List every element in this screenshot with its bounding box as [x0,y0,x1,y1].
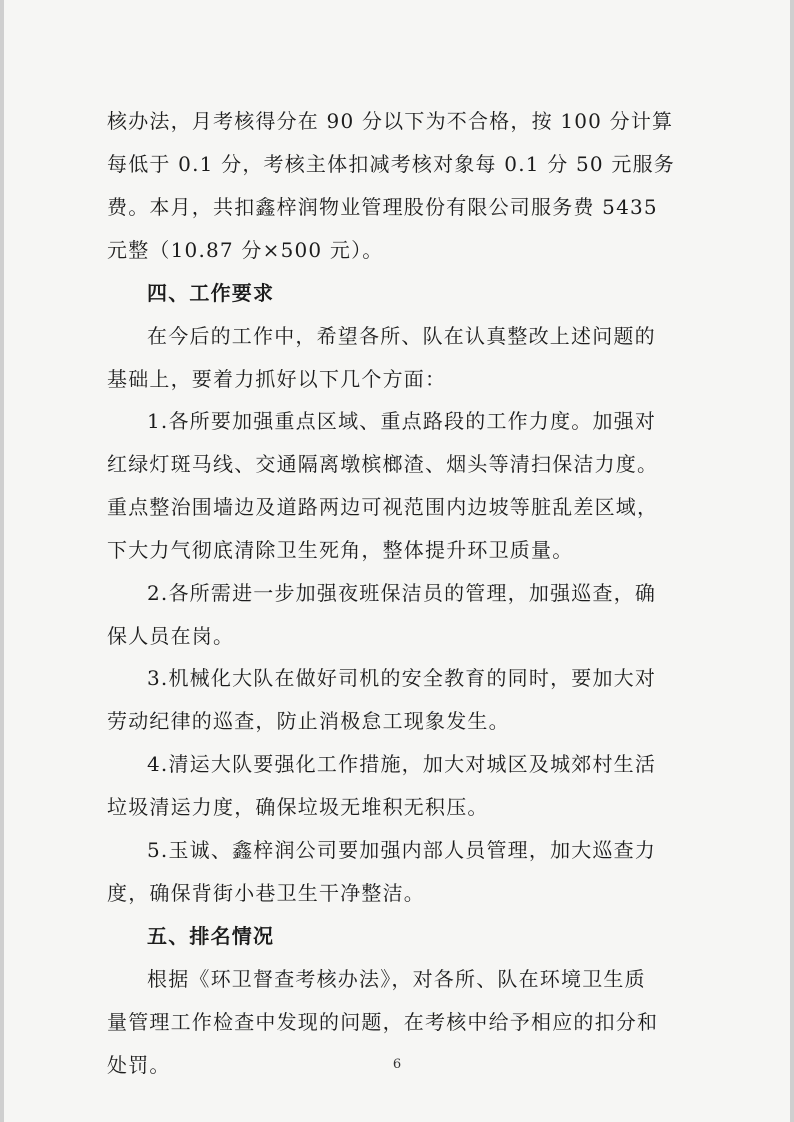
scan-edge-left [0,0,4,1122]
paragraph-line: 处罚。 [107,1053,171,1077]
list-item-line: 5.玉诚、鑫梓润公司要加强内部人员管理，加大巡查力 [147,838,657,862]
list-item-line: 4.清运大队要强化工作措施，加大对城区及城郊村生活 [147,752,657,776]
list-item-line: 1.各所要加强重点区域、重点路段的工作力度。加强对 [147,409,657,433]
paragraph-line: 根据《环卫督查考核办法》，对各所、队在环境卫生质 [147,967,646,991]
section-heading-ranking: 五、排名情况 [147,924,275,948]
list-item-line: 3.机械化大队在做好司机的安全教育的同时，要加大对 [147,666,657,690]
list-item-line: 2.各所需进一步加强夜班保洁员的管理，加强巡查，确 [147,581,657,605]
paragraph-line: 在今后的工作中，希望各所、队在认真整改上述问题的 [147,324,656,348]
section-heading-work-requirements: 四、工作要求 [147,281,275,305]
paragraph-line: 量管理工作检查中发现的问题，在考核中给予相应的扣分和 [107,1010,659,1034]
paragraph-line: 每低于 0.1 分，考核主体扣减考核对象每 0.1 分 50 元服务 [107,152,676,176]
scan-edge-right [790,0,794,1122]
list-item-line: 红绿灯斑马线、交通隔离墩槟榔渣、烟头等清扫保洁力度。 [107,452,659,476]
paragraph-line: 费。本月，共扣鑫梓润物业管理股份有限公司服务费 5435 [107,195,658,219]
list-item-line: 保人员在岗。 [107,624,235,648]
paragraph-line: 核办法，月考核得分在 90 分以下为不合格，按 100 分计算 [107,109,674,133]
list-item-line: 垃圾清运力度，确保垃圾无堆积无积压。 [107,795,489,819]
page-number: 6 [392,1057,402,1072]
list-item-line: 重点整治围墙边及道路两边可视范围内边坡等脏乱差区域， [107,495,659,519]
list-item-line: 下大力气彻底清除卫生死角，整体提升环卫质量。 [107,538,574,562]
list-item-line: 劳动纪律的巡查，防止消极怠工现象发生。 [107,709,510,733]
paragraph-line: 元整（10.87 分×500 元）。 [107,238,384,262]
paragraph-line: 基础上，要着力抓好以下几个方面： [107,367,447,391]
list-item-line: 度，确保背街小巷卫生干净整洁。 [107,881,425,905]
